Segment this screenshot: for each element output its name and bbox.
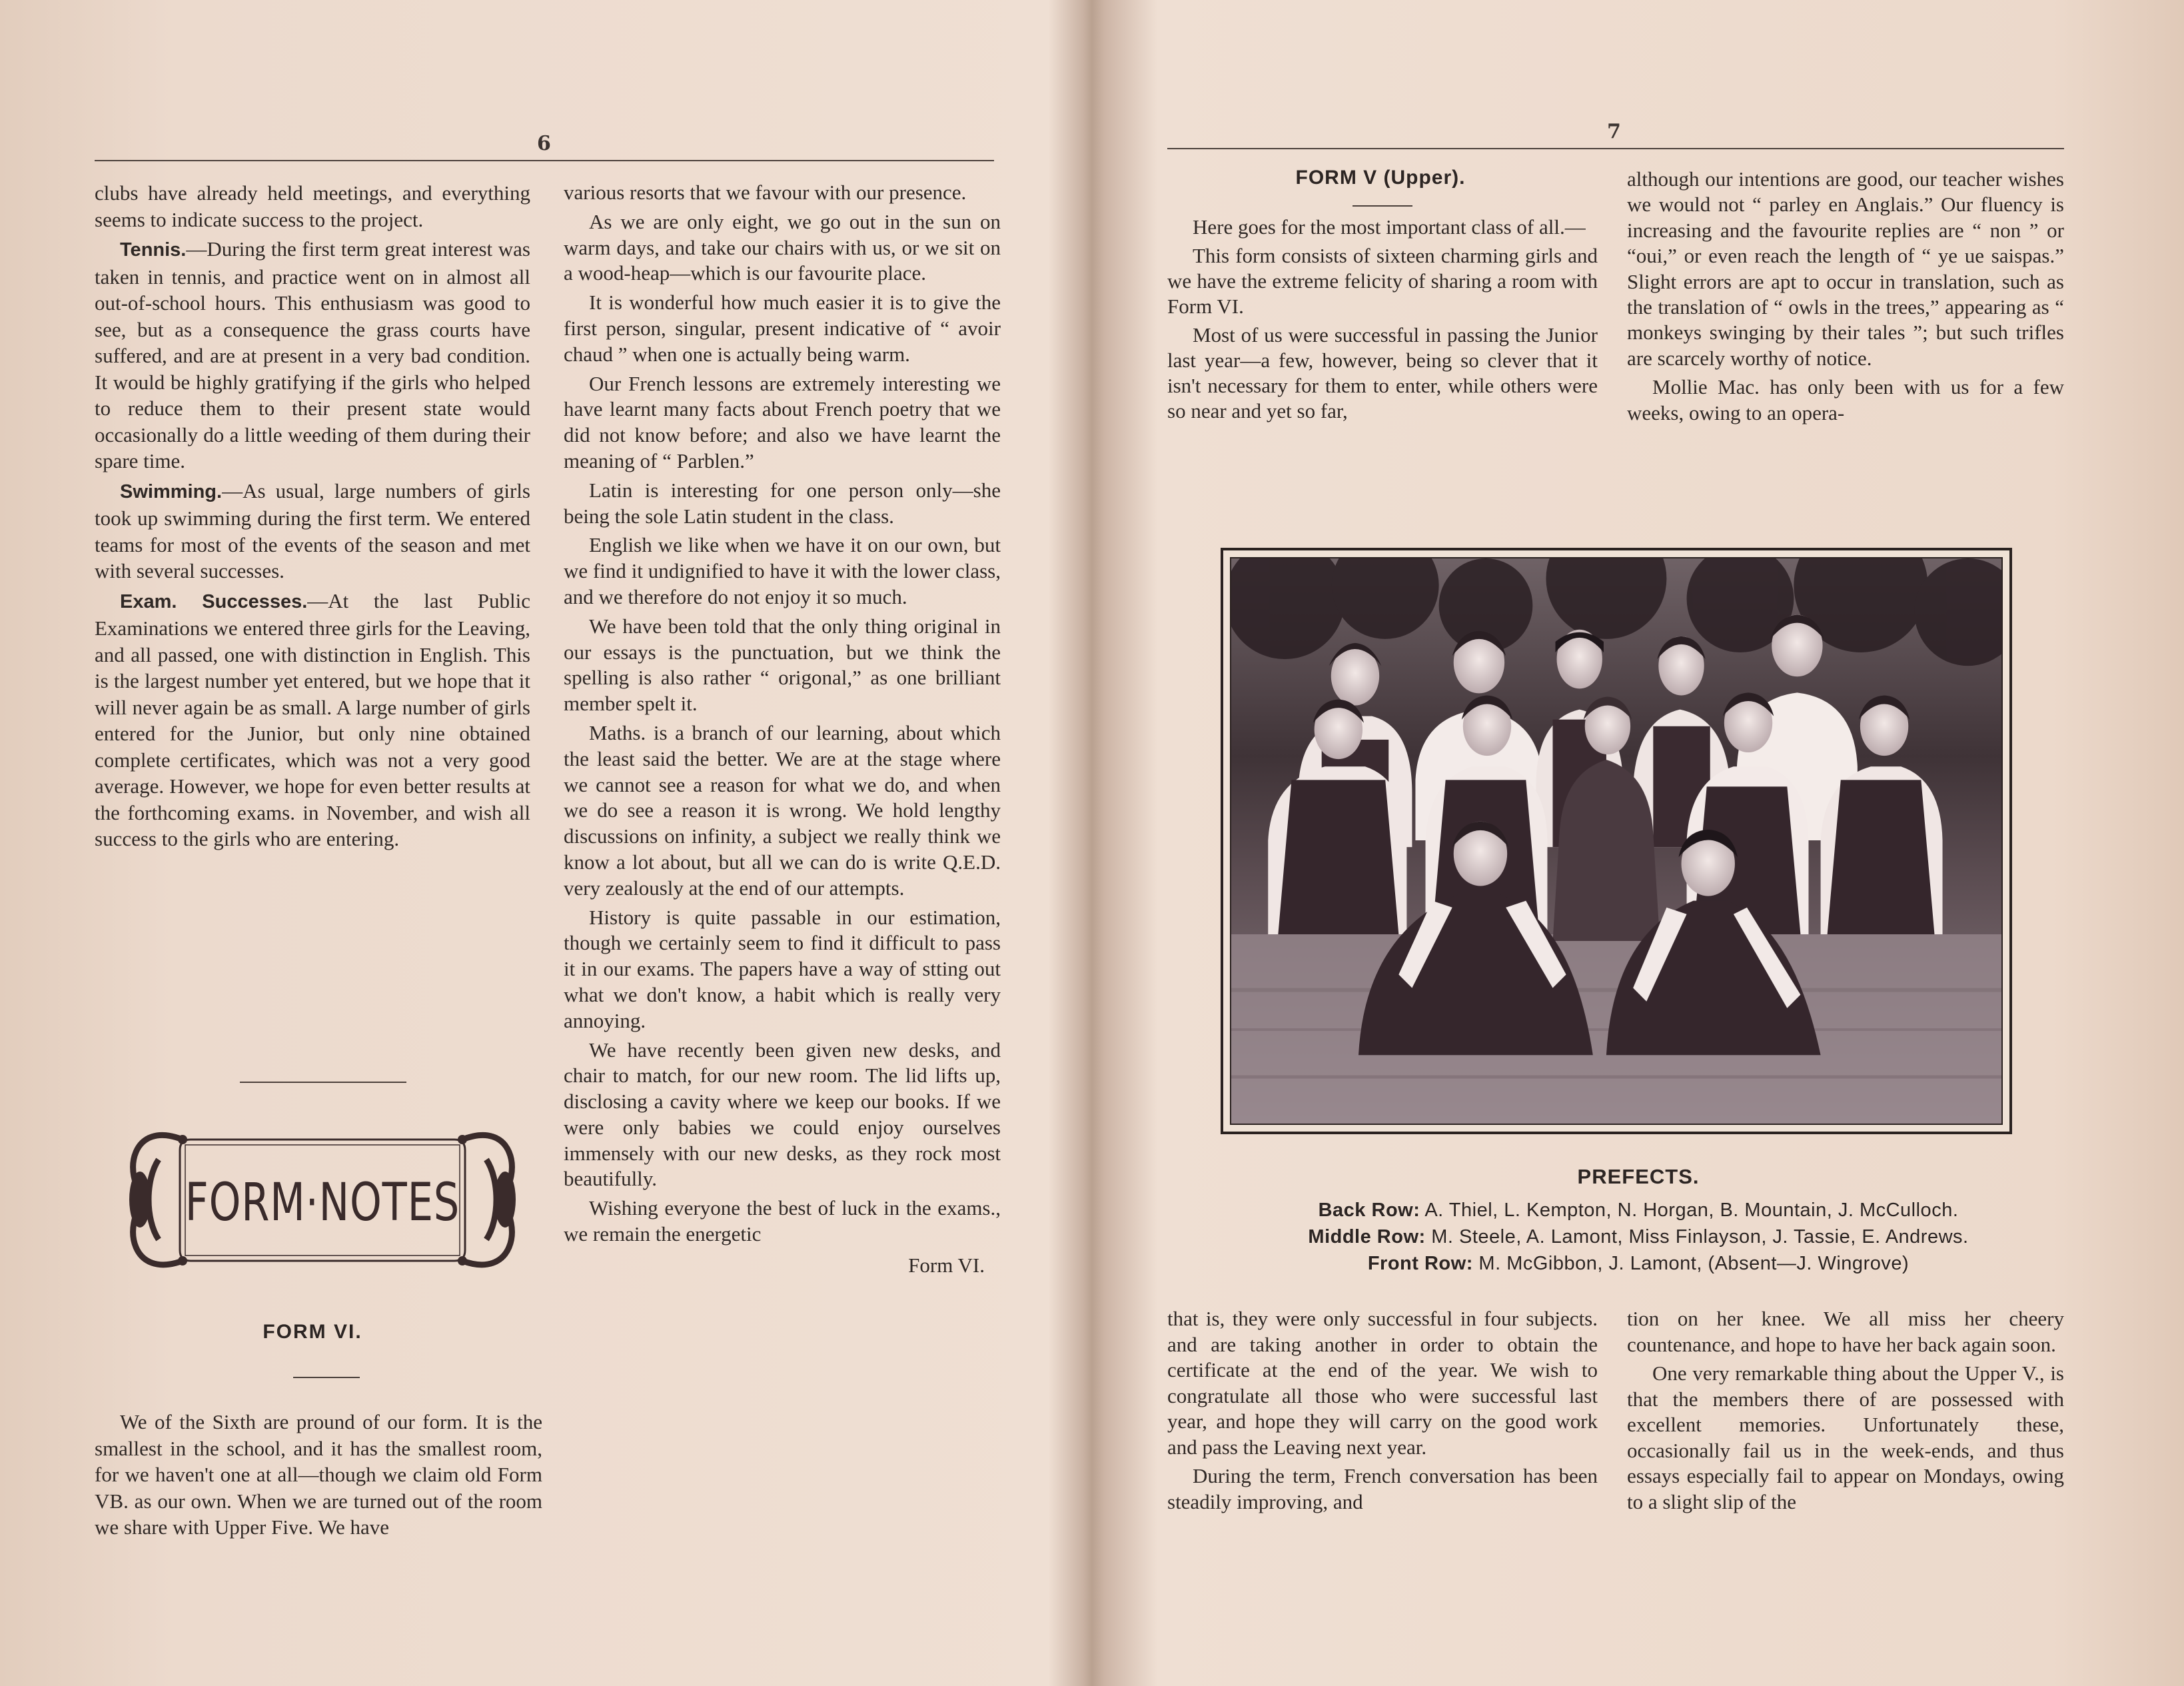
- right-column-1-bottom: [1167, 1306, 1598, 1515]
- paragraph: that is, they were only successful in four subjects. and are taking another in order to obtain the certificate at the end of the year. We wish to congratulate all those who were successful last year, and hope they will carry on the good work and pass the Leaving next year.: [1167, 1307, 1598, 1459]
- right-column-2-bottom: [1627, 1306, 2064, 1515]
- caption-row-front: [1093, 1253, 2184, 1275]
- left-page: [0, 0, 1086, 1686]
- prefects-photo-frame: [1221, 548, 2012, 1134]
- caption-row-label: Middle Row:: [1308, 1226, 1426, 1248]
- paragraph: During the term, French conversation has been steadily improving, and: [1167, 1464, 1598, 1513]
- form-vi-heading: FORM VI.: [263, 1321, 362, 1343]
- section-heading-tennis: Tennis.: [120, 239, 187, 261]
- caption-row-names: M. McGibbon, J. Lamont, (Absent—J. Wingrove): [1478, 1253, 1910, 1274]
- form-notes-banner: [119, 1113, 526, 1287]
- header-rule: [95, 160, 994, 161]
- paragraph: We have recently been given new desks, and chair to match, for our new room. The lid lifts up, disclosing a cavity where we keep our books. If we were only babies we could enjoy ourselves immensely with our new desks, as they rock most beautifully.: [564, 1038, 1001, 1191]
- paragraph: Here goes for the most important class of all.—: [1193, 215, 1586, 239]
- right-column-1-top: [1167, 215, 1598, 424]
- paragraph: although our intentions are good, our teacher wishes we would not “ parley en Anglais.” Our fluency is increasing and the favourite replies are “ non ” or “oui,” or even reach the length of “ ye ue saispas.” Slight errors are apt to occur in translation, such as the translation of “ owls in the trees,” appearing as “ monkeys swinging by their tales ”; but such trifles are scarcely worthy of notice.: [1627, 167, 2064, 370]
- paragraph: Most of us were successful in passing the Junior last year—a few, however, being so clever that it isn't necessary for them to enter, while others were so near and yet so far,: [1167, 323, 1598, 422]
- banner-title: FORM·NOTES: [185, 1173, 460, 1233]
- paragraph: It is wonderful how much easier it is to give the first person, singular, present indicative of “ avoir chaud ” when one is actually being warm.: [564, 291, 1001, 366]
- paragraph: History is quite passable in our estimation, though we certainly seem to find it difficult to pass it in our exams. The papers have a way of stting out what we don't know, a habit which is really very annoying.: [564, 905, 1001, 1032]
- page-number: 6: [537, 132, 551, 155]
- left-column-1: [95, 180, 530, 852]
- heading-underline: [293, 1377, 360, 1378]
- right-column-2-top: [1627, 167, 2064, 426]
- paragraph: We have been told that the only thing original in our essays is the punctuation, but we think the spelling is also rather “ origonal,” as one brilliant member spelt it.: [564, 614, 1001, 716]
- paragraph: Maths. is a branch of our learning, about which the least said the better. We are at the stage where we cannot see a reason for what we do, and when we do see a reason it is wrong. We hold lengthy discussions on infinity, a subject we really think we know a lot about, but all we can do is write Q.E.D. very zealously at the end of our attempts.: [564, 720, 1001, 900]
- prefects-group-photo: [1230, 557, 2003, 1125]
- signature: Form VI.: [908, 1253, 985, 1277]
- photo-caption-title: PREFECTS.: [1577, 1165, 1700, 1188]
- paragraph: various resorts that we favour with our presence.: [564, 181, 967, 204]
- section-heading-swimming: Swimming.: [120, 480, 223, 502]
- form-vi-paragraph: We of the Sixth are pround of our form. It is the smallest in the school, and it has the smallest room, for we haven't one at all—though we claim old Form VB. as our own. When we are turned out of the room we share with Upper Five. We have: [95, 1410, 542, 1539]
- left-column-2: [564, 180, 1001, 1279]
- caption-row-names: M. Steele, A. Lamont, Miss Finlayson, J. Tassie, E. Andrews.: [1431, 1226, 1969, 1248]
- paragraph: tion on her knee. We all miss her cheery countenance, and hope to have her back again soon.: [1627, 1307, 2064, 1356]
- form-vi-text-column: [95, 1409, 542, 1541]
- caption-row-back: [1093, 1200, 2184, 1222]
- paragraph-clubs: clubs have already held meetings, and everything seems to indicate success to the project.: [95, 181, 530, 231]
- header-rule: [1167, 148, 2064, 149]
- caption-row-names: A. Thiel, L. Kempton, N. Horgan, B. Mountain, J. McCulloch.: [1424, 1200, 1959, 1221]
- heading-underline: [1353, 205, 1412, 207]
- caption-row-label: Back Row:: [1318, 1200, 1420, 1221]
- caption-row-middle: [1093, 1226, 2184, 1248]
- paragraph-tennis: Tennis.—During the first term great interest was taken in tennis, and practice went on in almost all out-of-school hours. This enthusiasm was good to see, but as a consequence the grass courts have suffered, and are at present in a very bad condition. It would be highly gratifying if the girls who helped to reduce them to their present state would occasionally do a little weeding of them during their spare time.: [95, 237, 530, 472]
- paragraph: English we like when we have it on our own, but we find it undignified to have it with the lower class, and we therefore do not enjoy it so much.: [564, 533, 1001, 608]
- form-v-heading: FORM V (Upper).: [1295, 167, 1466, 189]
- paragraph: Wishing everyone the best of luck in the exams., we remain the energetic: [564, 1196, 1001, 1246]
- paragraph: Mollie Mac. has only been with us for a few weeks, owing to an opera-: [1627, 375, 2064, 424]
- group-photo-image: [1231, 558, 2001, 1124]
- paragraph: As we are only eight, we go out in the sun on warm days, and take our chairs with us, or we sit on a wood-heap—which is our favourite place.: [564, 209, 1001, 285]
- paragraph: Latin is interesting for one person only—she being the sole Latin student in the class.: [564, 478, 1001, 528]
- section-heading-exam-successes: Exam. Successes.: [120, 590, 308, 612]
- paragraph: Our French lessons are extremely interesting we have learnt many facts about French poetry that we did not know before; and also we have learnt the meaning of “ Parblen.”: [564, 371, 1001, 472]
- paragraph-swimming: Swimming.—As usual, large numbers of girls took up swimming during the first term. We entered teams for most of the events of the season and met with several successes.: [95, 478, 530, 582]
- paragraph: This form consists of sixteen charming girls and we have the extreme felicity of sharing a room with Form VI.: [1167, 244, 1598, 318]
- paragraph-exam-successes: Exam. Successes.—At the last Public Examinations we entered three girls for the Leaving, and all passed, one with distinction in English. This is the largest number yet entered, but we hope that it will never again be as small. A large number of girls entered for the Junior, but only nine obtained complete certificates, which was not a very good average. However, we hope for even better results at the forthcoming exams. in November, and wish all success to the girls who are entering.: [95, 588, 531, 850]
- paragraph: One very remarkable thing about the Upper V., is that the members there of are possessed with excellent memories. Unfortunately these, occasionally fail us in the week-ends, and thus essays especially fail to appear on Mondays, owing to a slight slip of the: [1627, 1361, 2064, 1513]
- caption-row-label: Front Row:: [1367, 1253, 1473, 1274]
- page-number: 7: [1607, 120, 1621, 143]
- section-divider: [240, 1082, 406, 1083]
